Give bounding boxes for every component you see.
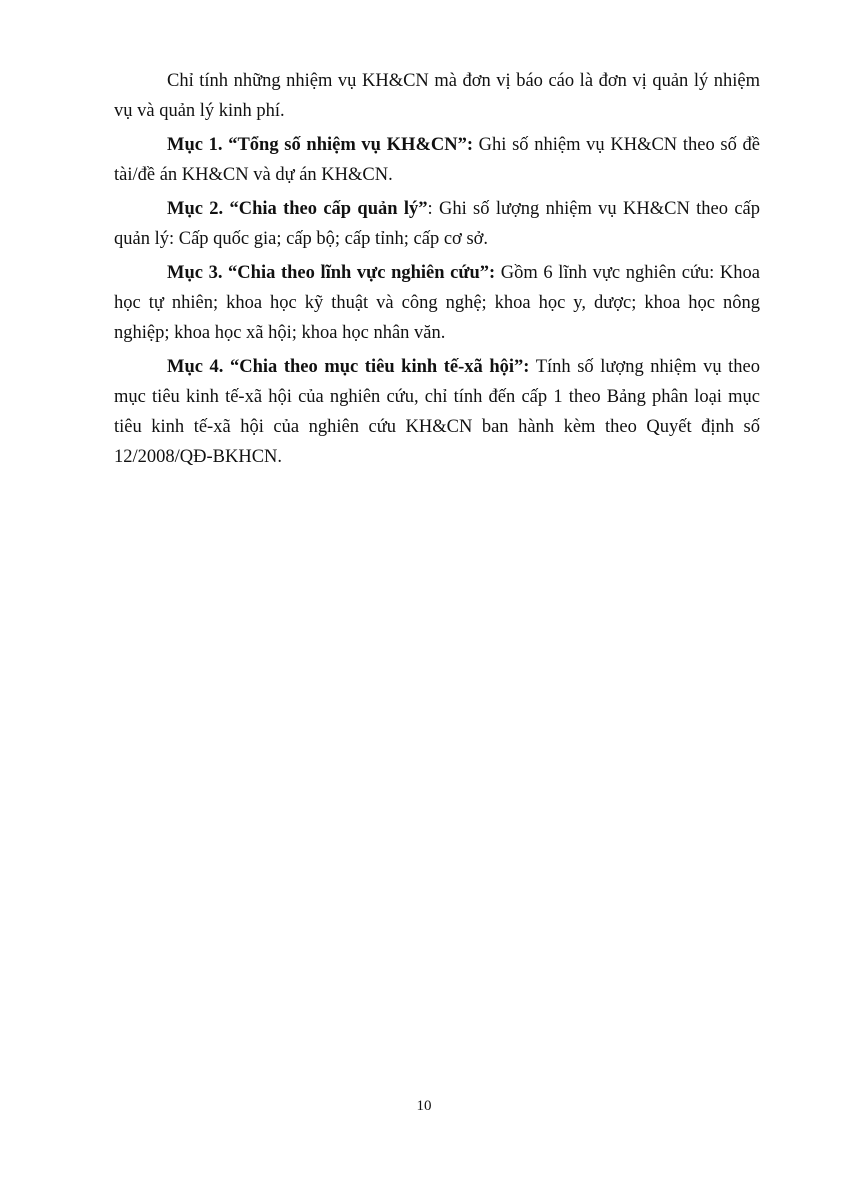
paragraph-intro (114, 66, 760, 126)
paragraph-muc-4 (114, 352, 760, 472)
paragraph-muc-3-lead: Mục 3. “Chia theo lĩnh vực nghiên cứu”: (167, 263, 496, 283)
page-body (114, 66, 760, 476)
paragraph-muc-2-text: : Ghi số lượng nhiệm vụ KH&CN theo cấp quản lý: Cấp quốc gia; cấp bộ; cấp tỉnh; cấp cơ sở. (114, 199, 760, 249)
paragraph-muc-2 (114, 194, 760, 254)
paragraph-muc-4-lead: Mục 4. “Chia theo mục tiêu kinh tế-xã hội”: (167, 357, 530, 377)
paragraph-muc-4-text: Tính số lượng nhiệm vụ theo mục tiêu kinh tế-xã hội của nghiên cứu, chỉ tính đến cấp 1 theo Bảng phân loại mục tiêu kinh tế-xã hội của nghiên cứu KH&CN ban hành kèm theo Quyết định số 12/2008/QĐ-BKHCN. (114, 357, 761, 467)
page-number: 10 (416, 1098, 432, 1114)
paragraph-muc-1 (114, 130, 760, 190)
paragraph-muc-2-lead: Mục 2. “Chia theo cấp quản lý” (167, 199, 428, 219)
paragraph-muc-3 (114, 258, 760, 348)
paragraph-muc-1-lead: Mục 1. “Tổng số nhiệm vụ KH&CN”: (167, 135, 473, 155)
paragraph-muc-3-text: Gồm 6 lĩnh vực nghiên cứu: Khoa học tự nhiên; khoa học kỹ thuật và công nghệ; khoa học y, dược; khoa học nông nghiệp; khoa học xã hội; khoa học nhân văn. (114, 263, 760, 343)
paragraph-intro-text: Chỉ tính những nhiệm vụ KH&CN mà đơn vị báo cáo là đơn vị quản lý nhiệm vụ và quản lý kinh phí. (114, 71, 760, 121)
paragraph-muc-1-text: Ghi số nhiệm vụ KH&CN theo số đề tài/đề án KH&CN và dự án KH&CN. (114, 135, 760, 185)
